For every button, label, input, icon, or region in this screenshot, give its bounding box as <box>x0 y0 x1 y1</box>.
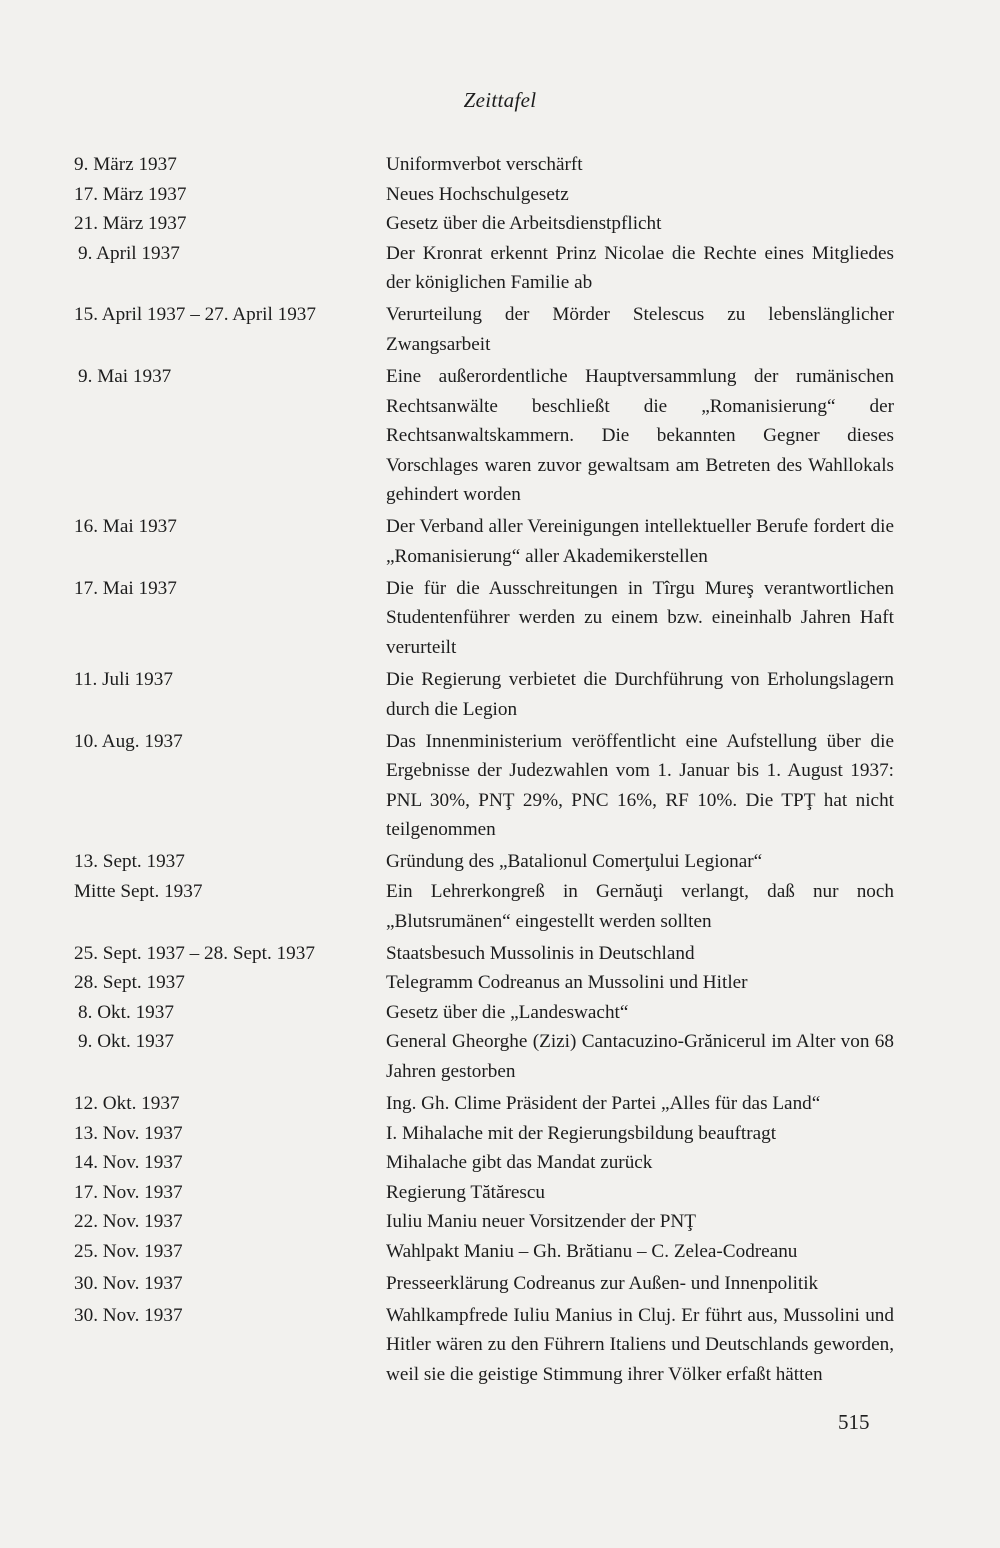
entry-text: Wahlkampfrede Iuliu Manius in Cluj. Er führt aus, Mussolini und Hitler wären zu den Führern Italiens und Deutschlands geworden, weil sie die geistige Stimmung ihrer Völker erfaßt hätten <box>386 1304 894 1386</box>
entry-date: 13. Nov. 1937 <box>74 1122 183 1144</box>
entry-date: 8. Okt. 1937 <box>78 1001 174 1023</box>
entry-date: 25. Nov. 1937 <box>74 1240 183 1262</box>
running-header: Zeittafel <box>463 88 537 112</box>
entry-date: 15. April 1937 – 27. April 1937 <box>74 304 316 326</box>
entry-text: Eine außerordentliche Hauptversammlung der rumänischen Rechtsanwälte beschließt die „Romanisierung“ der Rechtsanwaltskammern. Die bekannten Gegner dieses Vorschlages waren zuvor gewaltsam am Betreten des Wahllokals gehindert worden <box>386 365 894 506</box>
chronology-entry <box>74 1027 896 1086</box>
entry-date: 17. Nov. 1937 <box>74 1181 183 1203</box>
chronology-entry <box>74 150 896 180</box>
chronology-entry <box>74 1269 896 1299</box>
entry-date: 9. März 1937 <box>74 154 177 175</box>
entry-text: Mihalache gibt das Mandat zurück <box>386 1152 653 1174</box>
chronology-entry <box>74 998 896 1028</box>
entry-date: 9. Okt. 1937 <box>78 1031 174 1053</box>
chronology-entry <box>74 1148 896 1178</box>
entry-date: 21. März 1937 <box>74 213 187 235</box>
entry-date: 9. April 1937 <box>78 242 180 264</box>
entry-text: Die für die Ausschreitungen in Tîrgu Mureş verantwortlichen Studentenführer werden zu einem bzw. eineinhalb Jahren Haft verurteilt <box>386 577 894 659</box>
chronology-entry <box>74 1237 896 1267</box>
entry-date: 30. Nov. 1937 <box>74 1304 183 1326</box>
entry-text: Wahlpakt Maniu – Gh. Brătianu – C. Zelea-Codreanu <box>386 1240 798 1262</box>
chronology-list <box>74 150 896 1392</box>
entry-text: Gründung des „Batalionul Comerţului Legionar“ <box>386 851 763 873</box>
entry-text: Presseerklärung Codreanus zur Außen- und Innenpolitik <box>386 1272 819 1294</box>
chronology-entry <box>74 1178 896 1208</box>
chronology-entry <box>74 968 896 998</box>
entry-text: Iuliu Maniu neuer Vorsitzender der PNŢ <box>386 1211 696 1233</box>
entry-date: 13. Sept. 1937 <box>74 851 185 873</box>
page-number: 515 <box>838 1410 870 1434</box>
chronology-entry <box>74 1207 896 1237</box>
chronology-entry <box>74 300 896 359</box>
entry-text: Verurteilung der Mörder Stelescus zu lebenslänglicher Zwangsarbeit <box>386 304 894 355</box>
chronology-entry <box>74 939 896 969</box>
entry-date: 14. Nov. 1937 <box>74 1152 183 1174</box>
entry-date: Mitte Sept. 1937 <box>74 880 203 902</box>
entry-text: Neues Hochschulgesetz <box>386 183 569 205</box>
entry-text: Gesetz über die „Landeswacht“ <box>386 1001 629 1023</box>
chronology-entry <box>74 1089 896 1119</box>
chronology-entry <box>74 512 896 571</box>
entry-text: Regierung Tătărescu <box>386 1181 545 1203</box>
entry-text: Ein Lehrerkongreß in Gernăuţi verlangt, daß nur noch „Blutsrumänen“ eingestellt werden sollten <box>386 880 894 932</box>
chronology-entry <box>74 362 896 510</box>
entry-date: 10. Aug. 1937 <box>74 730 183 752</box>
chronology-entry <box>74 1119 896 1149</box>
chronology-entry <box>74 180 896 210</box>
chronology-entry <box>74 727 896 845</box>
entry-date: 25. Sept. 1937 – 28. Sept. 1937 <box>74 942 315 964</box>
entry-date: 12. Okt. 1937 <box>74 1092 180 1114</box>
entry-date: 30. Nov. 1937 <box>74 1272 183 1294</box>
entry-text: Uniformverbot verschärft <box>386 154 583 175</box>
entry-text: Gesetz über die Arbeitsdienstpflicht <box>386 213 662 235</box>
chronology-entry <box>74 877 896 936</box>
entry-date: 11. Juli 1937 <box>74 669 173 691</box>
entry-text: Staatsbesuch Mussolinis in Deutschland <box>386 942 695 964</box>
entry-date: 28. Sept. 1937 <box>74 972 185 994</box>
entry-text: General Gheorghe (Zizi) Cantacuzino-Grănicerul im Alter von 68 Jahren gestorben <box>386 1031 894 1082</box>
entry-text: Der Verband aller Vereinigungen intellektueller Berufe fordert die „Romanisierung“ aller Akademikerstellen <box>386 516 894 567</box>
entry-date: 9. Mai 1937 <box>78 365 172 387</box>
entry-text: I. Mihalache mit der Regierungsbildung beauftragt <box>386 1122 777 1144</box>
chronology-entry <box>74 1301 896 1390</box>
entry-date: 16. Mai 1937 <box>74 516 177 538</box>
entry-text: Die Regierung verbietet die Durchführung von Erholungslagern durch die Legion <box>386 669 894 720</box>
entry-text: Telegramm Codreanus an Mussolini und Hitler <box>386 972 748 994</box>
entry-text: Der Kronrat erkennt Prinz Nicolae die Rechte eines Mitgliedes der königlichen Familie ab <box>386 242 894 294</box>
chronology-entry <box>74 239 896 298</box>
entry-text: Ing. Gh. Clime Präsident der Partei „Alles für das Land“ <box>386 1092 821 1114</box>
chronology-entry <box>74 574 896 663</box>
entry-date: 22. Nov. 1937 <box>74 1211 183 1233</box>
chronology-entry <box>74 209 896 239</box>
chronology-entry <box>74 665 896 724</box>
entry-date: 17. März 1937 <box>74 183 187 205</box>
entry-text: Das Innenministerium veröffentlicht eine Aufstellung über die Ergebnisse der Judezwahlen vom 1. Januar bis 1. August 1937: PNL 30%, PNŢ 29%, PNC 16%, RF 10%. Die TPŢ hat nicht teilgenommen <box>386 730 894 841</box>
chronology-entry <box>74 847 896 877</box>
entry-date: 17. Mai 1937 <box>74 577 177 599</box>
